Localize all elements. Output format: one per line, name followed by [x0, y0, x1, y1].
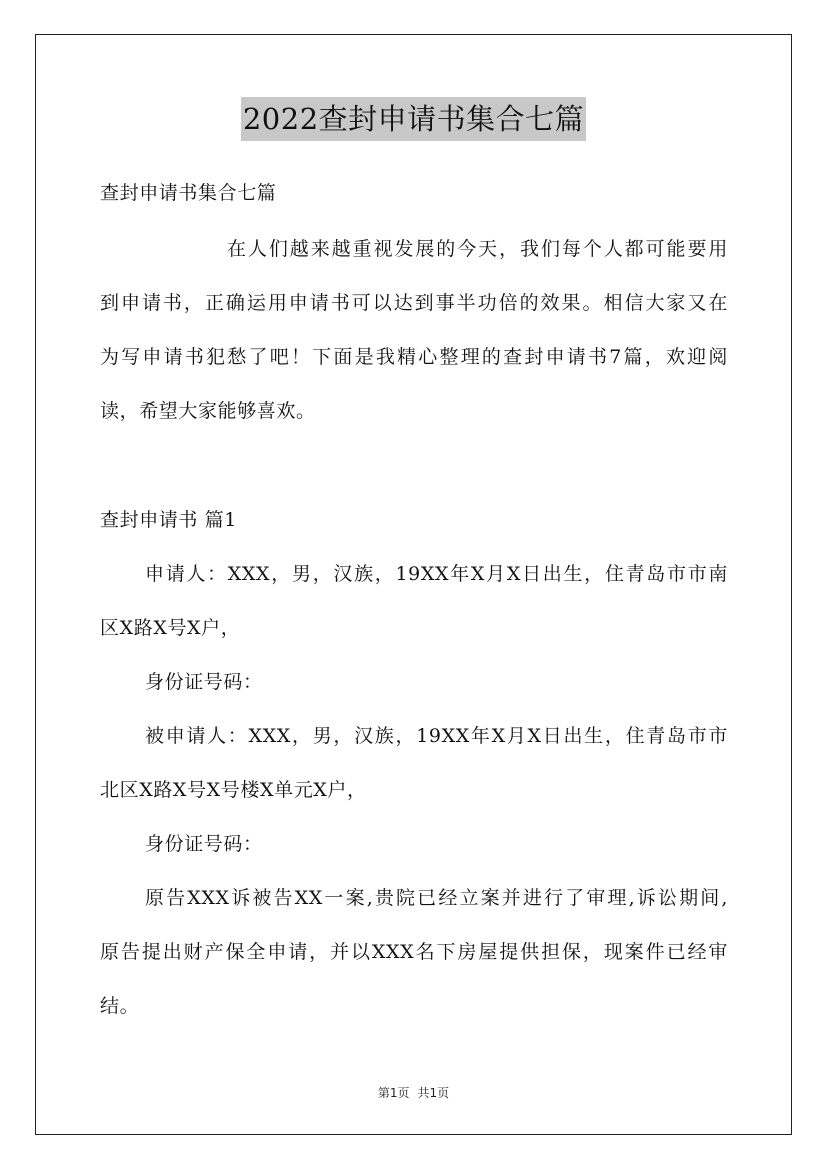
body-line-1: 申请人：XXX，男，汉族，19XX年X月X日出生，住青岛市市南	[145, 563, 728, 585]
body-line-2: 区X路X号X户，	[100, 617, 241, 639]
body-line-7: 原告XXX诉被告XX一案,贵院已经立案并进行了审理,诉讼期间,	[145, 887, 728, 909]
intro-line-2: 到申请书，正确运用申请书可以达到事半功倍的效果。相信大家又在	[100, 292, 728, 314]
section-heading: 查封申请书 篇1	[100, 509, 237, 531]
intro-heading: 查封申请书集合七篇	[100, 182, 277, 204]
page-number: 第1页	[377, 1086, 410, 1100]
body-line-3: 身份证号码：	[145, 671, 263, 693]
document-title: 2022查封申请书集合七篇	[241, 97, 586, 141]
intro-line-1: 在人们越来越重视发展的今天，我们每个人都可能要用	[227, 238, 728, 260]
body-line-8: 原告提出财产保全申请，并以XXX名下房屋提供担保，现案件已经审	[100, 941, 728, 963]
page-total: 共1页	[417, 1086, 450, 1100]
body-line-9: 结。	[100, 995, 140, 1017]
intro-line-3: 为写申请书犯愁了吧！下面是我精心整理的查封申请书7篇，欢迎阅	[100, 346, 728, 368]
body-line-5: 北区X路X号X号楼X单元X户，	[100, 779, 367, 801]
body-line-6: 身份证号码：	[145, 833, 263, 855]
body-line-4: 被申请人：XXX，男，汉族，19XX年X月X日出生，住青岛市市	[145, 725, 728, 747]
intro-line-4: 读，希望大家能够喜欢。	[100, 400, 316, 422]
title-container	[0, 97, 827, 141]
page-footer	[0, 1084, 827, 1101]
